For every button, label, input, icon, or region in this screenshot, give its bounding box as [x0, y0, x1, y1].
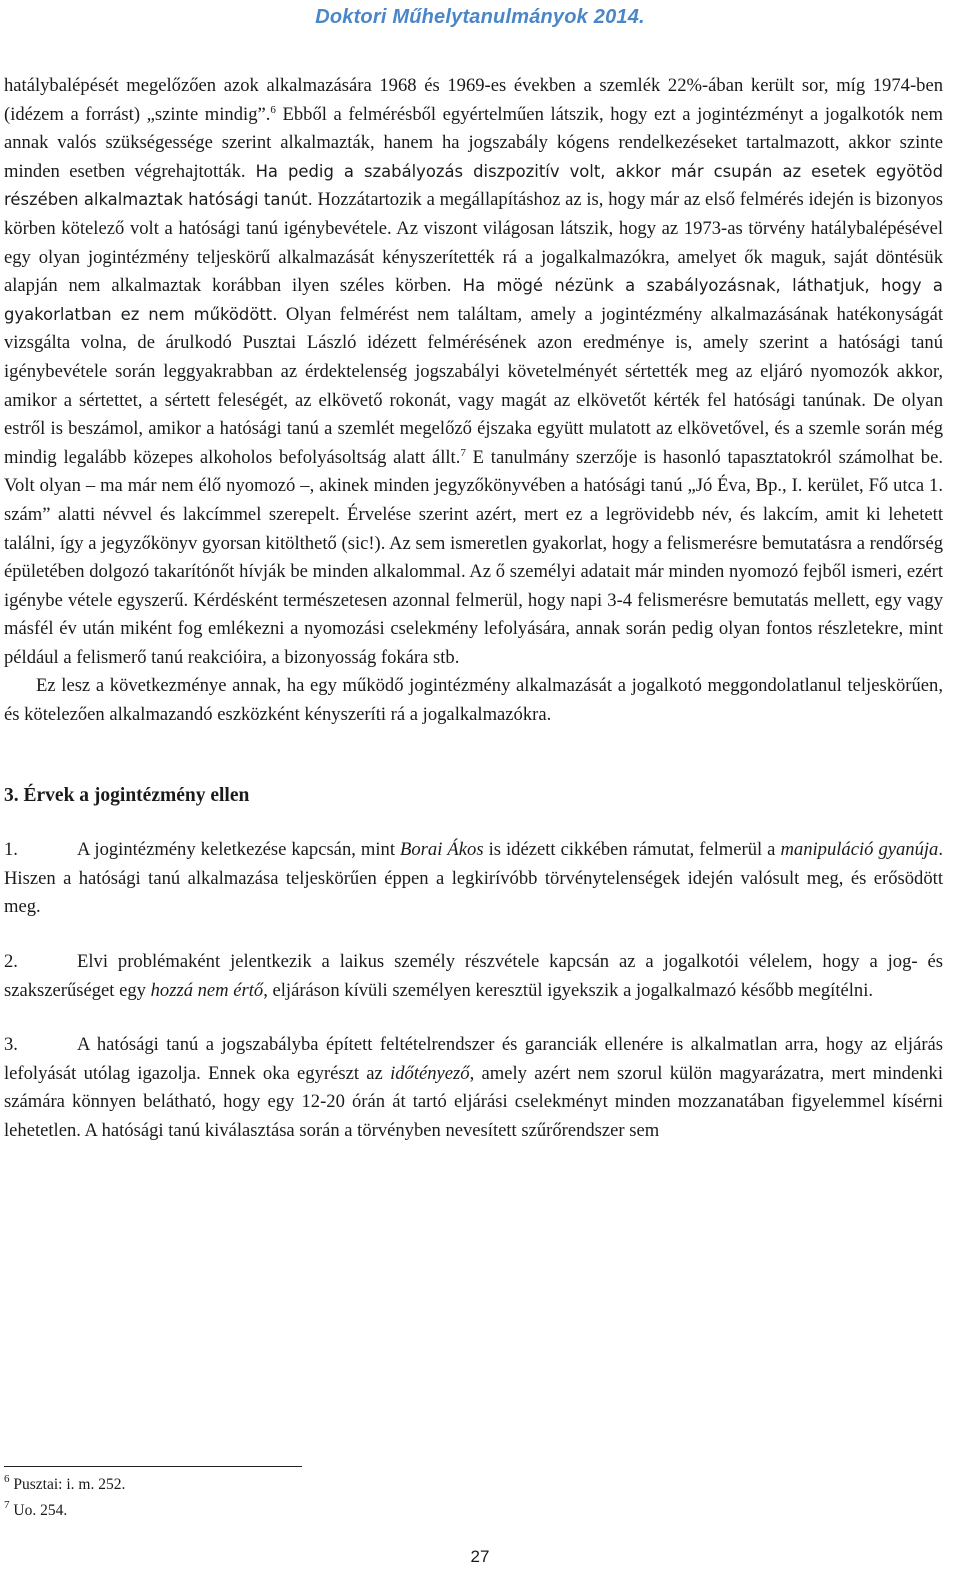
- footnote-6: $^6$ Pusztai: i. m. 252.: [4, 1473, 126, 1493]
- page-body: [4, 72, 943, 1146]
- list-item: 3. A hatósági tanú a jogszabályba épített feltételrendszer és garanciák ellenére is alkalmatlan arra, hogy az eljárás lefolyását utólag igazolja. Ennek oka egyrészt az időtényező, amely azért nem szorul külön magyarázatra, mert mindenki számára könnyen belátható, hogy egy 12-20 órán át tartó eljárási cselekményt minden mozzanatában figyelemmel kísérni lehetetlen. A hatósági tanú kiválasztása során a törvényben nevesített szűrőrendszer sem: [4, 1034, 943, 1141]
- footnote-ref-6[interactable]: 6: [270, 103, 276, 116]
- running-header: Doktori Műhelytanulmányok 2014.: [315, 6, 645, 28]
- footnote-ref-7[interactable]: 7: [460, 446, 466, 459]
- footnote-7: $^7$ Uo. 254.: [4, 1499, 68, 1519]
- list-item: 1. A jogintézmény keletkezése kapcsán, mint Borai Ákos is idézett cikkében rámutat, felmerül a manipuláció gyanúja. Hiszen a hatósági tanú alkalmazása teljeskörűen éppen a legkirívóbb törvénytelenségek idején valósult meg, és erősödött meg.: [4, 839, 944, 918]
- paragraph-2: Ez lesz a következménye annak, ha egy működő jogintézmény alkalmazását a jogalkotó meggondolatlanul teljeskörűen, és kötelezően alkalmazandó eszközként kényszeríti rá a jogalkalmazókra.: [4, 675, 943, 726]
- section-heading: 3. Érvek a jogintézmény ellen: [4, 784, 250, 806]
- footnote-divider: [4, 1466, 302, 1467]
- paragraph-1: hatálybalépését megelőzően azok alkalmazására 1968 és 1969-es években a szemlék 22%-ában került sor, míg 1974-ben (idézem a forrást) „szinte mindig”.$^6$ Ebből a felmérésből egyértelműen látszik, hogy ezt a jogintézményt a jogalkotók nem annak valós szükségessége szerint alkalmazták, hanem ha jogszabály kógens rendelkezéseket tartalmazott, akkor szinte minden esetben végrehajtották. Ha pedig a szabályozás diszpozitív volt, akkor már csupán az esetek egyötöd részében alkalmaztak hatósági tanút. Hozzátartozik a megállapításhoz az is, hogy már az első felmérés idején is bizonyos körben kötelező volt a hatósági tanú igénybevétele. Az viszont világosan látszik, hogy az 1973-as törvény hatálybalépésével egy olyan jogintézmény teljeskörű alkalmazását kényszerítették rá a jogalkalmazókra, amelyet ők maguk, saját döntésük alapján nem alkalmaztak korábban ilyen széles körben. Ha mögé nézünk a szabályozásnak, láthatjuk, hogy a gyakorlatban ez nem működött. Olyan felmérést nem találtam, amely a jogintézmény alkalmazásának hatékonyságát vizsgálta volna, de árulkodó Pusztai László idézett felmérésének azon eredménye is, amely szerint a hatósági tanú igénybevétele során leggyakrabban az érdektelenség jogszabályi követelményét sértették meg az eljáró nyomozók akkor, amikor a sértettet, a sértett feleségét, az elkövető rokonát, vagy magát az elkövetőt kérték fel hatósági tanúnak. De olyan estről is beszámol, amikor a hatósági tanú a szemlét megelőző éjszaka együtt mulatott az elkövetővel, és a szemle során még mindig legalább közepes alkoholos befolyásoltság alatt állt.$^7$ E tanulmány szerzője is hasonló tapasztatokról számolhat be. Volt olyan – ma már nem élő nyomozó –, akinek minden jegyzőkönyvében a hatósági tanú „Jó Éva, Bp., I. kerület, Fő utca 1. szám” alatti névvel és lakcímmel szerepelt. Érvelése szerint azért, mert ez a legrövidebb név, és lakcím, amit ki lehetett találni, így a jegyzőkönyv gyorsan kitölthető (sic!). Az sem ismeretlen gyakorlat, hogy a felismerésre bemutatásra a rendőrség épületében dolgozó takarítónőt hívják be minden alkalommal. Az ő személyi adatait már minden nyomozó fejből ismeri, ezért igénybe vétele egyszerű. Kérdésként természetesen azonnal felmerül, hogy napi 3-4 felismerésre bemutatás mellett, egy vagy másfél év után miként fog emlékezni a nyomozási cselekmény lefolyására, annak során pedig olyan fontos részletekre, mint például a felismerő tanú reakcióira, a bizonyosság fokára stb.: [4, 75, 943, 668]
- page-number: 27: [470, 1547, 490, 1566]
- list-item: 2. Elvi problémaként jelentkezik a laikus személy részvétele kapcsán az a jogalkotói vélelem, hogy a jog- és szakszerűséget egy hozzá nem értő, eljáráson kívüli személyen keresztül igyekszik a jogalkalmazó később megítélni.: [4, 951, 943, 1001]
